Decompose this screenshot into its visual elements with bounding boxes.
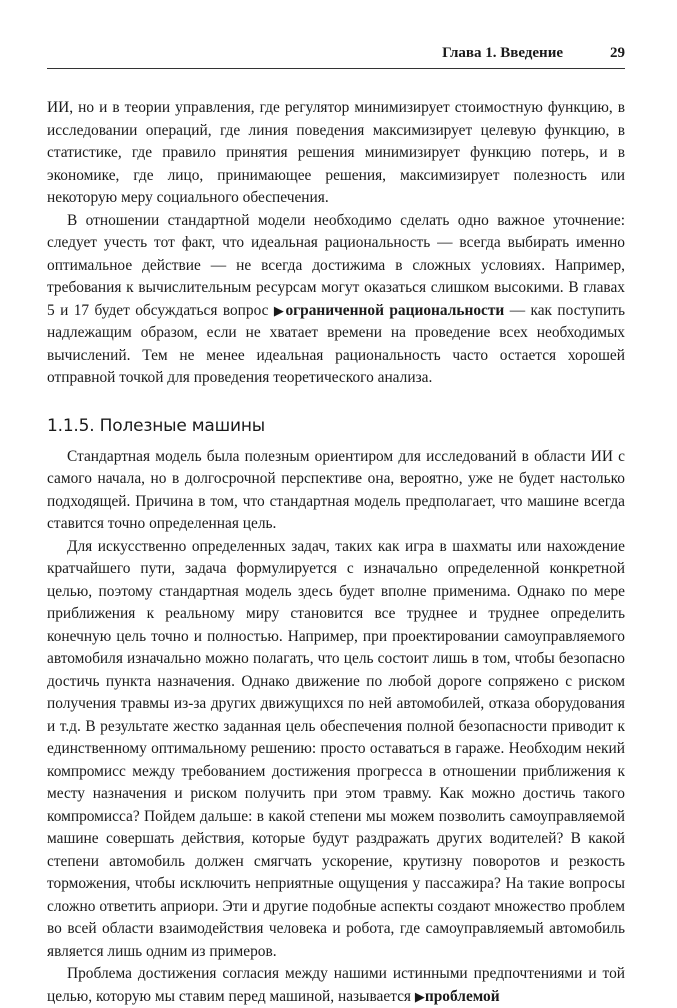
paragraph-continued: ИИ, но и в теории управления, где регулятор минимизирует стоимостную функцию, в исследовании операций, где линия поведения максимизирует целевую функцию, в статистике, где правило принятия решения минимизирует функцию потерь, и в экономике, где лицо, принимающее решения, максимизирует полезность или некоторую меру социального обеспечения. <box>47 99 625 206</box>
key-term: ограниченной рациональности <box>285 301 505 319</box>
running-header <box>47 44 625 69</box>
term-marker-icon: ▶ <box>273 302 286 318</box>
paragraph-self-driving: Для искусственно определенных задач, таких как игра в шахматы или нахождение кратчайшего пути, задача формулируется с изначально определенной конкретной целью, поэтому стандартная модель здесь будет вполне применима. Однако по мере приближения к реальному миру становится все труднее и труднее определить конечную цель точно и полностью. Например, при проектировании самоуправляемого автомобиля изначально можно полагать, что цель состоит лишь в том, чтобы безопасно достичь пункта назначения. Однако движение по любой дороге сопряжено с риском получения травмы из-за других движущихся по ней автомобилей, отказа оборудования и т.д. В результате жестко заданная цель обеспечения полной безопасности приводит к единственному оптимальному решению: просто оставаться в гараже. Необходим некий компромисс между требованием достижения прогресса в отношении приближения к месту назначения и риском получить при этом травму. Как можно достичь такого компромисса? Пойдем дальше: в какой степени мы можем позволить самоуправляемой машине совершать действия, которые будут раздражать других водителей? В какой степени автомобиль должен смягчать ускорение, крутизну поворотов и резкость торможения, чтобы исключить неприятные ощущения у пассажира? На такие вопросы сложно ответить априори. Эти и другие подобные аспекты создают множество проблем во всей области взаимодействия человека и робота, где самоуправляемый автомобиль является лишь одним из примеров. <box>47 537 625 960</box>
paragraph-standard-model: Стандартная модель была полезным ориентиром для исследований в области ИИ с самого начала, но в долгосрочной перспективе она, вероятно, уже не будет настолько подходящей. Причина в том, что стандартная модель предполагает, что машине всегда ставится точно определенная цель. <box>47 447 625 532</box>
paragraph-text: В отношении стандартной модели необходимо сделать одно важное уточнение: следует учесть тот факт, что идеальная рациональность — всегда выбирать именно оптимальное действие — не всегда достижима в сложных условиях. Например, требования к вычислительным ресурсам могут оказаться слишком высокими. В главах 5 и 17 будет обсуждаться вопрос <box>47 211 625 319</box>
section-heading: 1.1.5. Полезные машины <box>47 415 265 436</box>
paragraph-alignment <box>47 963 625 1008</box>
page-body <box>47 97 625 1008</box>
key-term: проблемой <box>424 987 500 1005</box>
paragraph-rationality <box>47 210 625 390</box>
paragraph-text: Проблема достижения согласия между нашими истинными предпочтениями и той целью, которую мы ставим перед машиной, называется <box>47 965 625 1005</box>
term-marker-icon: ▶ <box>414 988 425 1004</box>
chapter-title: Глава 1. Введение <box>442 45 563 61</box>
page-number: 29 <box>610 45 625 61</box>
paragraph-text: — как поступить надлежащим образом, если не хватает времени на проведение всех необходимых вычислений. Тем не менее идеальная рациональность часто остается хорошей отправной точкой для проведения теоретического анализа. <box>47 301 626 386</box>
